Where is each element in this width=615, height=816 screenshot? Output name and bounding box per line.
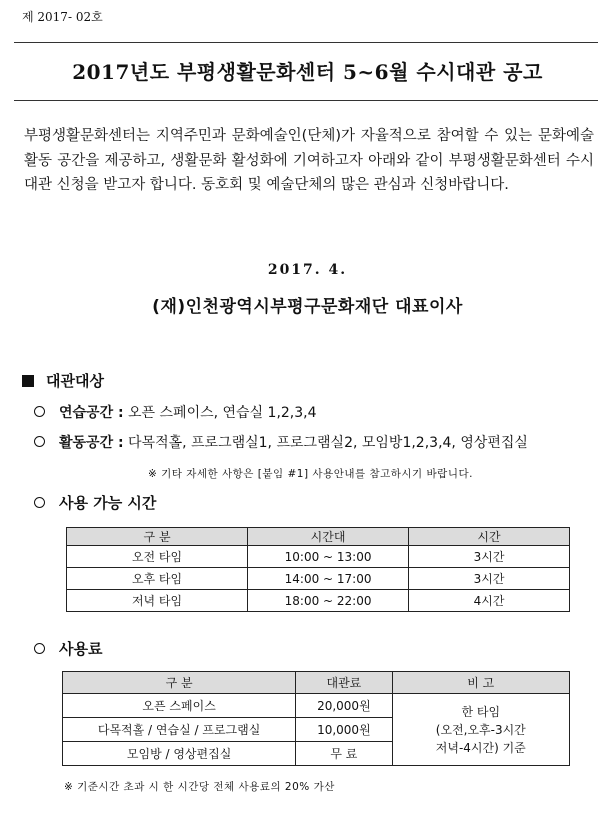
- table-cell: 오후 타임: [67, 568, 248, 590]
- intro-paragraph: 부평생활문화센터는 지역주민과 문화예술인(단체)가 자율적으로 참여할 수 있는 문화예술 활동 공간을 제공하고, 생활문화 활성화에 기여하고자 아래와 같이 부평생활문화센터 수시대관 신청을 받고자 합니다. 동호회 및 예술단체의 많은 관심과 신청바랍니다.: [24, 128, 594, 193]
- circle-bullet-icon: [34, 406, 45, 417]
- table-cell: 10,000원: [296, 718, 392, 742]
- time-section-heading: [34, 492, 156, 513]
- activity-space-value: 다목적홀, 프로그램실1, 프로그램실2, 모임방1,2,3,4, 영상편집실: [128, 435, 528, 451]
- circle-bullet-icon: [34, 497, 45, 508]
- table-row: [67, 590, 570, 612]
- time-col-category: 구 분: [67, 528, 248, 546]
- square-bullet-icon: [22, 375, 34, 387]
- practice-space-label: 연습공간 :: [59, 405, 124, 421]
- practice-space-item: [34, 402, 317, 422]
- table-cell: 3시간: [409, 568, 570, 590]
- fee-table-header-row: [63, 672, 570, 694]
- table-cell: 14:00 ~ 17:00: [248, 568, 409, 590]
- top-divider: [14, 42, 598, 43]
- remark-line: 한 타임: [461, 704, 501, 719]
- time-col-hours: 시간: [409, 528, 570, 546]
- activity-space-label: 활동공간 :: [59, 435, 124, 451]
- circle-bullet-icon: [34, 643, 45, 654]
- time-table-header-row: [67, 528, 570, 546]
- table-cell: 10:00 ~ 13:00: [248, 546, 409, 568]
- table-cell: 3시간: [409, 546, 570, 568]
- time-table: [66, 527, 570, 612]
- practice-space-value: 오픈 스페이스, 연습실 1,2,3,4: [128, 405, 317, 421]
- fee-section-heading-text: 사용료: [59, 640, 103, 658]
- remark-line: 저녁-4시간) 기준: [435, 740, 526, 755]
- table-cell: 오픈 스페이스: [63, 694, 296, 718]
- table-cell: 20,000원: [296, 694, 392, 718]
- fee-remark-cell: [392, 694, 569, 766]
- fee-col-remark: 비 고: [392, 672, 569, 694]
- fee-table: [62, 671, 570, 766]
- time-section-heading-text: 사용 가능 시간: [59, 494, 157, 512]
- table-cell: 저녁 타임: [67, 590, 248, 612]
- table-cell: 4시간: [409, 590, 570, 612]
- remark-line: (오전,오후-3시간: [435, 722, 526, 737]
- table-row: [63, 694, 570, 718]
- fee-section-heading: [34, 638, 102, 659]
- rental-target-heading: [22, 370, 104, 391]
- document-number: 제 2017- 02호: [22, 10, 103, 24]
- reference-note: ※ 기타 자세한 사항은 [붙임 #1] 사용안내를 참고하시기 바랍니다.: [148, 468, 473, 480]
- notice-title: 2017년도 부평생활문화센터 5~6월 수시대관 공고: [72, 60, 543, 84]
- table-cell: 무 료: [296, 742, 392, 766]
- issuer-organization: (재)인천광역시부평구문화재단 대표이사: [152, 297, 463, 317]
- rental-target-heading-text: 대관대상: [46, 372, 104, 390]
- table-cell: 다목적홀 / 연습실 / 프로그램실: [63, 718, 296, 742]
- time-col-range: 시간대: [248, 528, 409, 546]
- fee-surcharge-note: ※ 기준시간 초과 시 한 시간당 전체 사용료의 20% 가산: [64, 781, 335, 793]
- table-cell: 18:00 ~ 22:00: [248, 590, 409, 612]
- table-cell: 모임방 / 영상편집실: [63, 742, 296, 766]
- table-row: [67, 568, 570, 590]
- fee-col-category: 구 분: [63, 672, 296, 694]
- fee-col-fee: 대관료: [296, 672, 392, 694]
- title-divider: [14, 100, 598, 101]
- issue-date: 2017. 4.: [267, 262, 348, 278]
- circle-bullet-icon: [34, 436, 45, 447]
- activity-space-item: [34, 432, 528, 452]
- table-row: [67, 546, 570, 568]
- table-cell: 오전 타임: [67, 546, 248, 568]
